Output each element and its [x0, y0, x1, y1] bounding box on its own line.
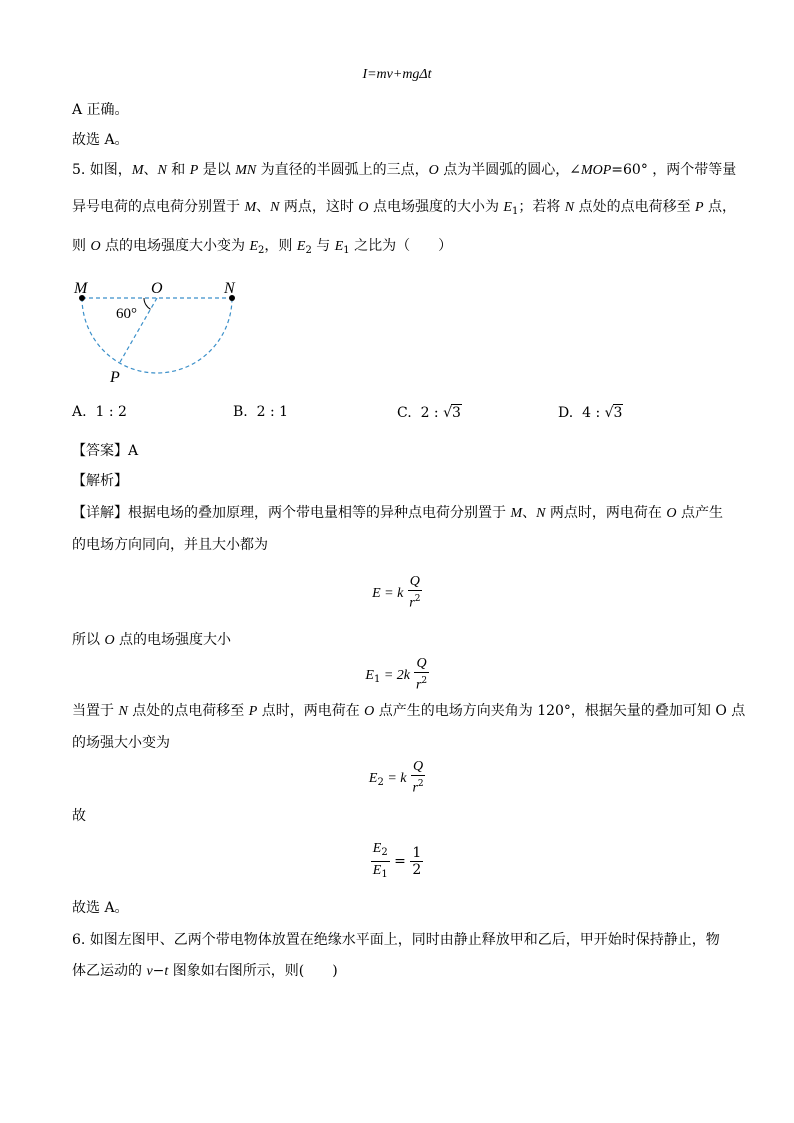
momentum-formula: I=mv+mgΔt	[362, 67, 432, 82]
q5-line-2: 异号电荷的点电荷分别置于 M、N 两点，这时 O 点电场强度的大小为 $E_1$；若将 N 点处的点电荷移至 P 点，	[72, 199, 737, 217]
q6-line-1: 6. 如图左图甲、乙两个带电物体放置在绝缘水平面上，同时由静止释放甲和乙后，甲开始时保持静止，物	[72, 932, 720, 948]
angle-label: 60°	[116, 306, 137, 322]
q5-line-1: 5. 如图，M、N 和 P 是以 MN 为直径的半圆弧上的三点，O 点为半圆弧的圆心，∠MOP=60° ，两个带等量	[72, 162, 737, 178]
a-correct-text: A 正确。	[72, 102, 129, 118]
detail-line-2: 的电场方向同向，并且大小都为	[72, 537, 268, 553]
sqrt-symbol: √	[604, 405, 614, 421]
select-a-text-1: 故选 A。	[72, 132, 129, 148]
formula-e2: $E_2 = k$ $\frac{Q}{r^2}$	[368, 759, 424, 796]
q5-line-3: 则 O 点的电场强度大小变为 $E_2$，则 $E_2$ 与 $E_1$ 之比为（ ）	[72, 238, 453, 256]
label-m: M	[74, 280, 88, 297]
move-line-2: 的场强大小变为	[72, 735, 170, 751]
label-p: P	[110, 369, 120, 386]
label-o: O	[151, 280, 163, 297]
choice-c[interactable]: C. 2 : √3	[397, 405, 461, 421]
therefore-text: 故	[72, 808, 86, 824]
semicircle-figure	[60, 272, 260, 392]
choice-d[interactable]: D. 4 : √3	[558, 405, 623, 421]
semicircle-arc	[82, 298, 232, 373]
label-n: N	[224, 280, 235, 297]
choice-b[interactable]: B. 2 : 1	[233, 404, 289, 420]
analysis-label: 【解析】	[72, 473, 128, 489]
so-line: 所以 O 点的电场强度大小	[72, 632, 232, 648]
answer-label: 【答案】A	[72, 443, 139, 459]
sqrt-symbol: √	[443, 405, 453, 421]
q6-line-2: 体乙运动的 v−t 图象如右图所示，则( )	[72, 963, 338, 979]
formula-e: E = k $\frac{Q}{r^2}$	[372, 574, 421, 611]
choice-a[interactable]: A. 1 : 2	[72, 404, 127, 420]
formula-ratio: $\frac{E_2}{E_1}$ = $\frac{1}{2}$	[372, 841, 422, 880]
move-line-1: 当置于 N 点处的点电荷移至 P 点时，两电荷在 O 点产生的电场方向夹角为 120°，根据矢量的叠加可知 O 点	[72, 703, 746, 719]
angle-arc	[144, 298, 151, 309]
detail-line-1: 【详解】根据电场的叠加原理，两个带电量相等的异种点电荷分别置于 M、N 两点时，两电荷在 O 点产生	[72, 505, 723, 521]
formula-e1: $E_1 = 2k$ $\frac{Q}{r^2}$	[365, 656, 428, 693]
select-a-text-2: 故选 A。	[72, 900, 129, 916]
